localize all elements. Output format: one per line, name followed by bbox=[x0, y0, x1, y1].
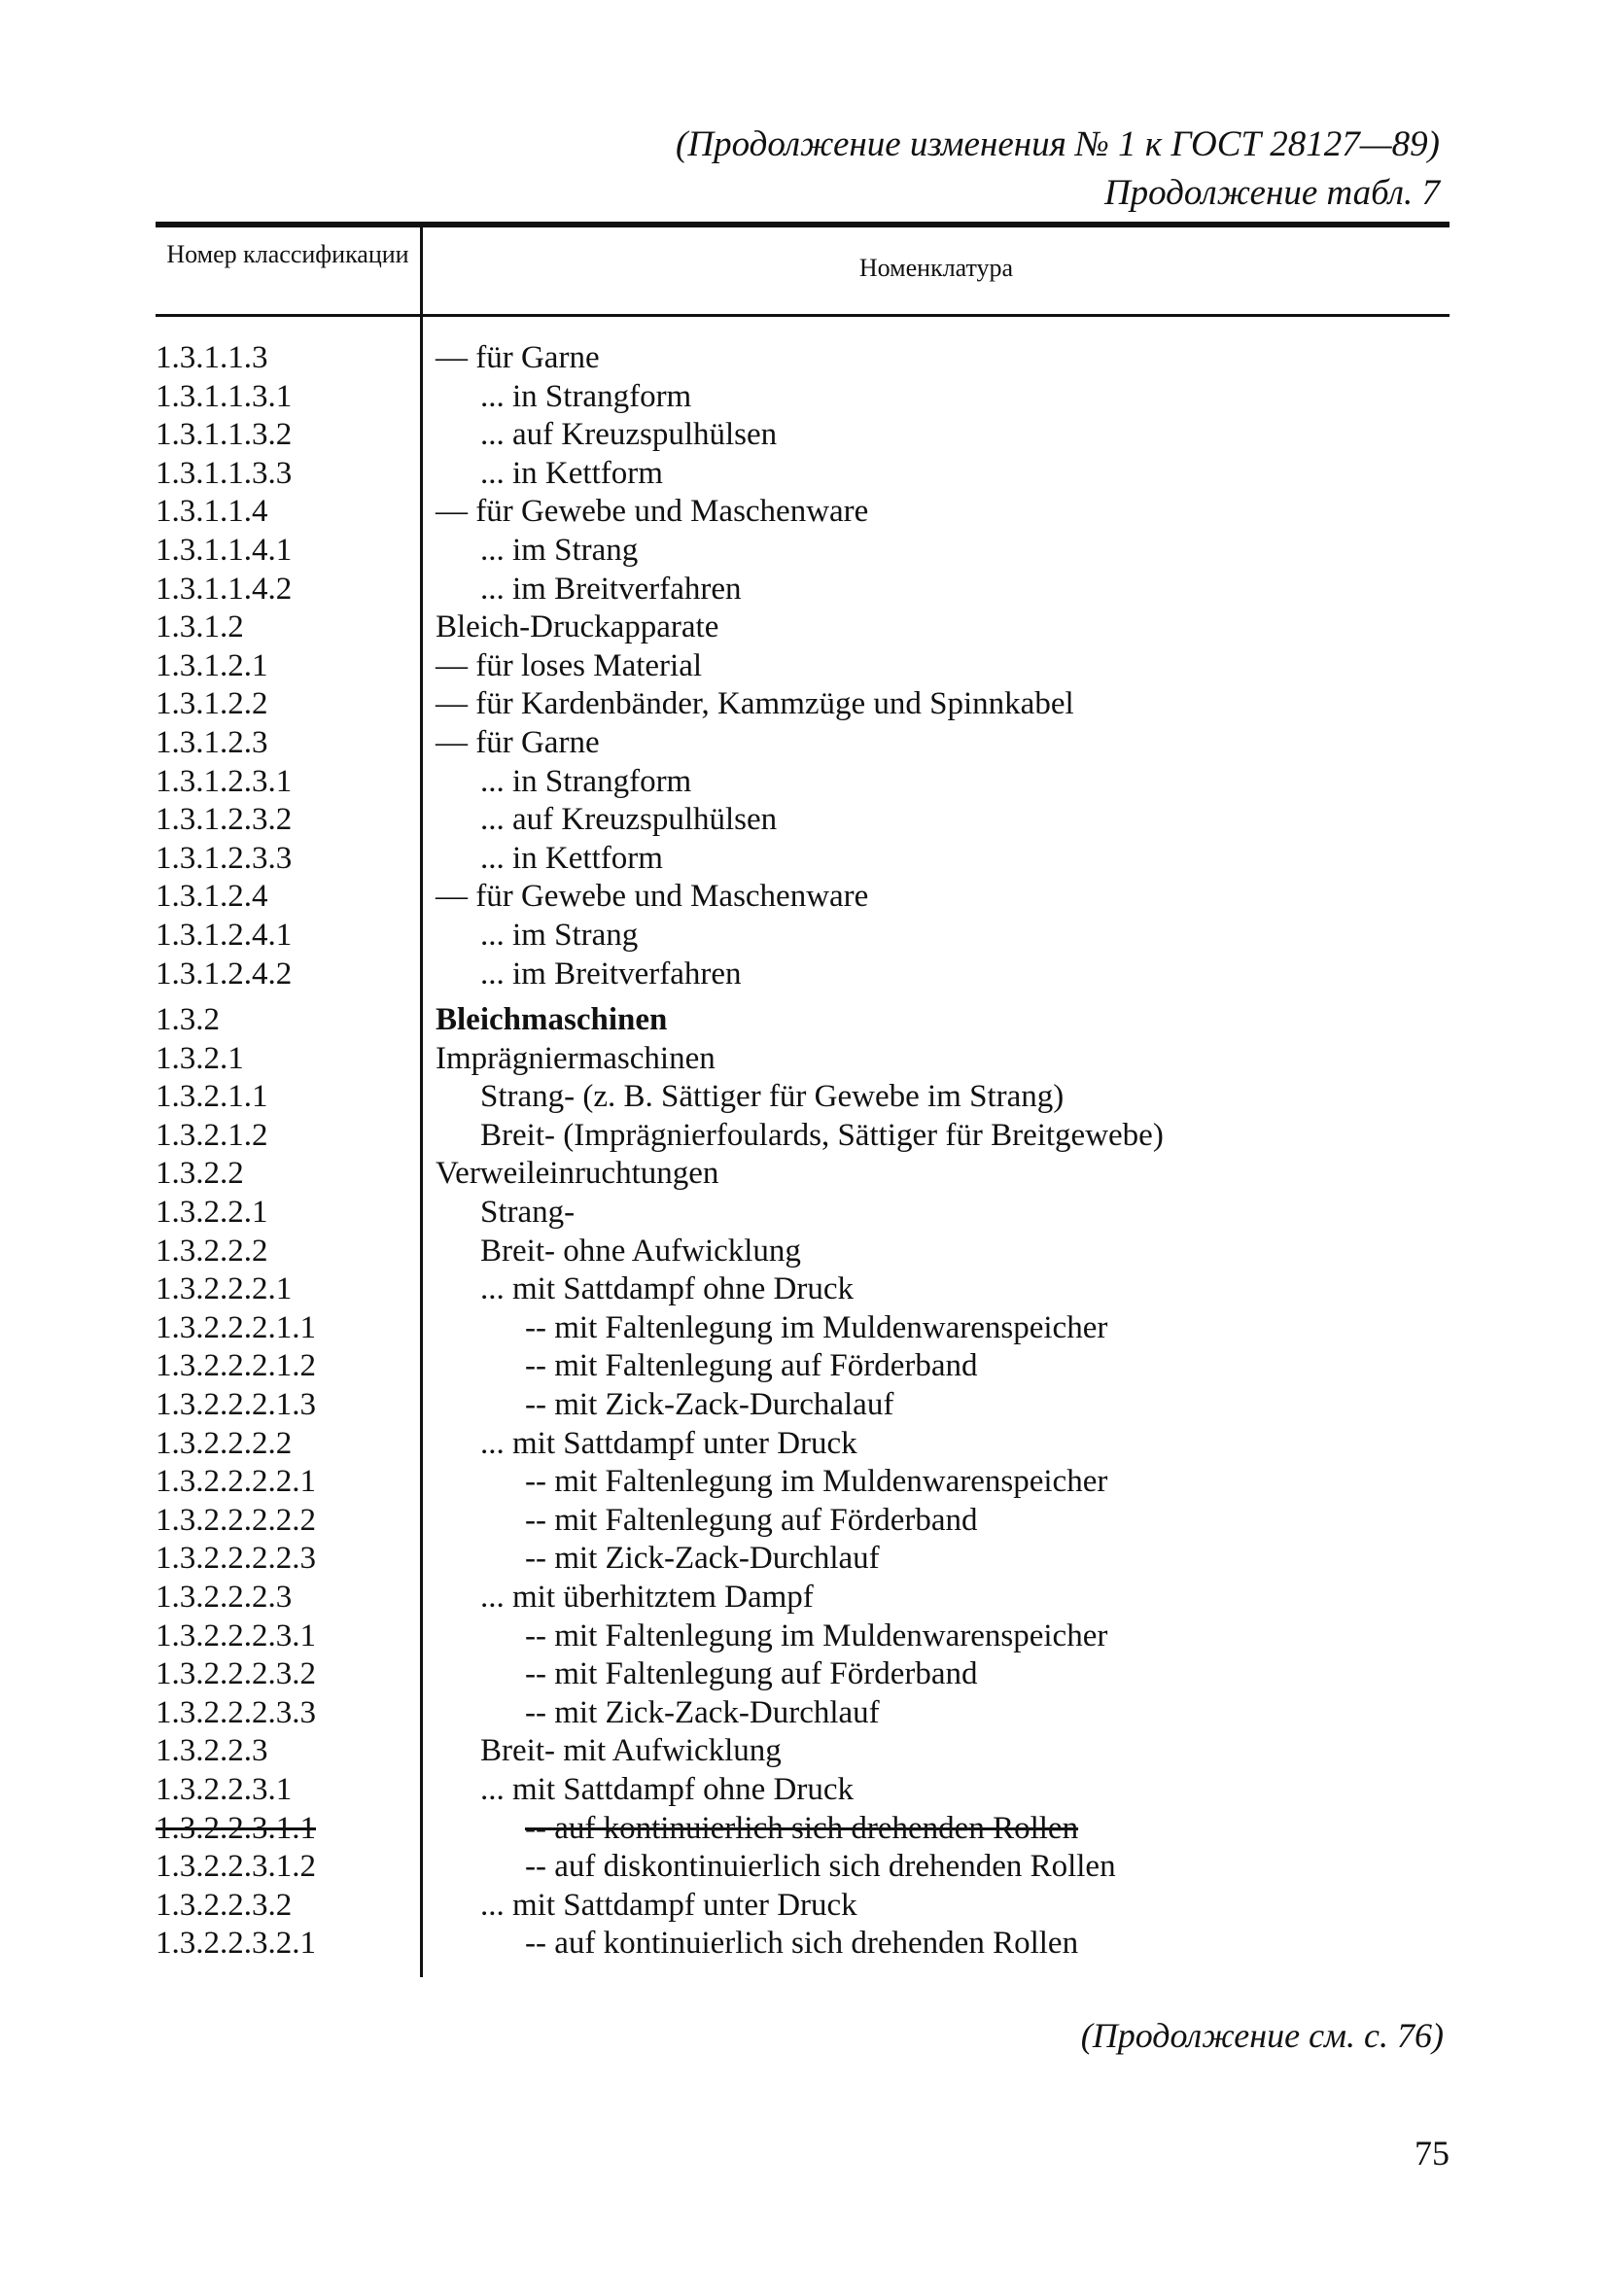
table-row bbox=[0, 1925, 1607, 1964]
classification-number bbox=[156, 685, 268, 724]
classification-number-text: 1.3.2.2.2 bbox=[156, 1233, 268, 1269]
nomenclature-text: Bleich-Druckapparate bbox=[436, 609, 719, 645]
table-row bbox=[0, 1732, 1607, 1771]
nomenclature-text: ... im Strang bbox=[480, 917, 639, 953]
classification-number bbox=[156, 571, 292, 609]
classification-number-text: 1.3.2.2.2.1.2 bbox=[156, 1348, 316, 1384]
nomenclature-text: ... im Strang bbox=[480, 532, 639, 568]
table-row bbox=[0, 878, 1607, 917]
classification-number-text: 1.3.1.1.3.2 bbox=[156, 417, 293, 453]
nomenclature-text: Imprägniermaschinen bbox=[436, 1040, 716, 1076]
nomenclature-text: -- mit Faltenlegung im Muldenwarenspeicher bbox=[525, 1464, 1108, 1500]
nomenclature-entry bbox=[436, 609, 718, 647]
nomenclature-text: -- mit Zick-Zack-Durchlauf bbox=[525, 1694, 880, 1730]
nomenclature-entry bbox=[436, 1848, 1116, 1887]
nomenclature-text: -- mit Zick-Zack-Durchlauf bbox=[525, 1541, 880, 1577]
classification-number bbox=[156, 493, 268, 532]
nomenclature-text: -- mit Faltenlegung auf Förderband bbox=[525, 1656, 978, 1692]
nomenclature-entry bbox=[436, 840, 663, 879]
classification-number-text: 1.3.2.2.2.3.1 bbox=[156, 1618, 316, 1653]
column-header-nomenclature: Номенклатура bbox=[858, 254, 1014, 282]
classification-number-text: 1.3.2.2.3 bbox=[156, 1733, 268, 1769]
classification-number bbox=[156, 1155, 244, 1194]
classification-number bbox=[156, 416, 292, 455]
classification-number bbox=[156, 1233, 268, 1271]
nomenclature-entry bbox=[436, 724, 600, 763]
classification-number bbox=[156, 1655, 316, 1694]
nomenclature-entry bbox=[436, 1425, 857, 1464]
nomenclature-entry bbox=[436, 1694, 880, 1733]
nomenclature-text: ... mit Sattdampf unter Druck bbox=[480, 1425, 857, 1461]
classification-number bbox=[156, 1887, 292, 1926]
nomenclature-text: -- mit Faltenlegung im Muldenwarenspeicher bbox=[525, 1309, 1108, 1345]
nomenclature-text: -- mit Zick-Zack-Durchalauf bbox=[525, 1387, 894, 1423]
classification-number-text: 1.3.1.2.4.2 bbox=[156, 956, 293, 991]
nomenclature-entry bbox=[436, 1386, 893, 1425]
table-row bbox=[0, 609, 1607, 647]
nomenclature-entry bbox=[436, 1463, 1107, 1502]
nomenclature-text: -- auf kontinuierlich sich drehenden Rollen bbox=[525, 1810, 1079, 1846]
nomenclature-text: -- mit Faltenlegung im Muldenwarenspeicher bbox=[525, 1618, 1108, 1653]
nomenclature-entry bbox=[436, 1540, 880, 1579]
classification-number bbox=[156, 1463, 316, 1502]
table-row bbox=[0, 1655, 1607, 1694]
classification-number-text: 1.3.2.2.2.2.3 bbox=[156, 1541, 316, 1577]
nomenclature-entry bbox=[436, 1887, 857, 1926]
table-row bbox=[0, 763, 1607, 802]
classification-number bbox=[156, 763, 292, 802]
table-row bbox=[0, 1040, 1607, 1079]
classification-number bbox=[156, 1194, 268, 1233]
classification-number-text: 1.3.1.1.4.2 bbox=[156, 571, 293, 607]
nomenclature-entry bbox=[436, 956, 741, 994]
nomenclature-text: ... mit Sattdampf ohne Druck bbox=[480, 1771, 855, 1807]
nomenclature-entry bbox=[436, 1579, 814, 1618]
classification-number bbox=[156, 917, 292, 956]
nomenclature-entry bbox=[436, 1270, 854, 1309]
classification-number bbox=[156, 840, 292, 879]
classification-number-text: 1.3.1.2.4 bbox=[156, 879, 268, 915]
nomenclature-text: ... mit Sattdampf unter Druck bbox=[480, 1887, 857, 1923]
classification-number bbox=[156, 1732, 268, 1771]
classification-number bbox=[156, 878, 268, 917]
nomenclature-text: ... in Strangform bbox=[480, 763, 692, 799]
classification-number-text: 1.3.1.1.4.1 bbox=[156, 532, 293, 568]
classification-number bbox=[156, 1848, 316, 1887]
classification-number bbox=[156, 1078, 268, 1117]
nomenclature-entry bbox=[436, 1078, 1064, 1117]
continuation-note: (Продолжение см. с. 76) bbox=[1080, 2016, 1444, 2055]
classification-number-text: 1.3.2.2.1 bbox=[156, 1195, 268, 1231]
header-continuation-line: (Продолжение изменения № 1 к ГОСТ 28127—89) bbox=[676, 124, 1440, 164]
classification-number-text: 1.3.2.1.2 bbox=[156, 1117, 268, 1153]
nomenclature-text: Strang- (z. B. Sättiger für Gewebe im Strang) bbox=[480, 1079, 1065, 1115]
classification-number-text: 1.3.1.2.3.1 bbox=[156, 763, 293, 799]
classification-number-text: 1.3.2.2.2.1.3 bbox=[156, 1387, 316, 1423]
classification-number bbox=[156, 724, 268, 763]
table-row bbox=[0, 1848, 1607, 1887]
classification-number bbox=[156, 609, 244, 647]
table-row bbox=[0, 571, 1607, 609]
nomenclature-text: Breit- (Imprägnierfoulards, Sättiger für Breitgewebe) bbox=[480, 1117, 1164, 1153]
table-continuation-label: Продолжение табл. 7 bbox=[1103, 173, 1440, 213]
nomenclature-entry bbox=[436, 1925, 1078, 1964]
table-row bbox=[0, 685, 1607, 724]
classification-number-text: 1.3.2.2.3.1.2 bbox=[156, 1849, 316, 1885]
classification-number bbox=[156, 1117, 268, 1156]
nomenclature-entry bbox=[436, 917, 638, 956]
classification-number-text: 1.3.1.2.4.1 bbox=[156, 917, 293, 953]
nomenclature-entry bbox=[436, 1771, 854, 1810]
table-row bbox=[0, 1694, 1607, 1733]
classification-number-text: 1.3.1.2.2 bbox=[156, 686, 268, 722]
table-row bbox=[0, 801, 1607, 840]
classification-number-text: 1.3.1.1.3.1 bbox=[156, 378, 293, 414]
classification-number bbox=[156, 647, 268, 686]
table-row bbox=[0, 1309, 1607, 1348]
classification-number bbox=[156, 455, 292, 494]
table-row bbox=[0, 1463, 1607, 1502]
nomenclature-entry bbox=[436, 1040, 716, 1079]
table-row bbox=[0, 840, 1607, 879]
classification-number-text: 1.3.1.2 bbox=[156, 609, 244, 645]
classification-number-text: 1.3.1.2.3 bbox=[156, 724, 268, 760]
nomenclature-entry bbox=[436, 1309, 1107, 1348]
nomenclature-entry bbox=[436, 378, 691, 417]
table-top-rule bbox=[156, 222, 1450, 227]
classification-number bbox=[156, 1771, 292, 1810]
table-header-rule bbox=[156, 314, 1450, 317]
classification-number-text: 1.3.2.2.2.2.1 bbox=[156, 1464, 316, 1500]
nomenclature-text: Breit- mit Aufwicklung bbox=[480, 1733, 782, 1769]
nomenclature-entry bbox=[436, 1155, 718, 1194]
nomenclature-text: — für loses Material bbox=[436, 647, 703, 683]
table-row bbox=[0, 1270, 1607, 1309]
nomenclature-text: ... in Kettform bbox=[480, 455, 663, 491]
table-row bbox=[0, 1117, 1607, 1156]
nomenclature-text: ... im Breitverfahren bbox=[480, 571, 742, 607]
nomenclature-entry bbox=[436, 1194, 575, 1233]
table-row bbox=[0, 1618, 1607, 1656]
classification-number bbox=[156, 801, 292, 840]
table-row bbox=[0, 1155, 1607, 1194]
nomenclature-text: ... in Kettform bbox=[480, 840, 663, 876]
nomenclature-text: Bleichmaschinen bbox=[436, 1002, 668, 1038]
nomenclature-entry bbox=[436, 1502, 978, 1541]
table-row bbox=[0, 917, 1607, 956]
nomenclature-entry bbox=[436, 1347, 978, 1386]
classification-number bbox=[156, 378, 292, 417]
table-row bbox=[0, 1579, 1607, 1618]
table-row bbox=[0, 339, 1607, 378]
table-row bbox=[0, 1078, 1607, 1117]
nomenclature-text: Breit- ohne Aufwicklung bbox=[480, 1233, 801, 1269]
classification-number bbox=[156, 1040, 244, 1079]
nomenclature-entry bbox=[436, 763, 691, 802]
nomenclature-text: — für Gewebe und Maschenware bbox=[436, 494, 869, 530]
nomenclature-entry bbox=[436, 647, 702, 686]
classification-number bbox=[156, 1001, 220, 1040]
nomenclature-text: -- auf kontinuierlich sich drehenden Rollen bbox=[525, 1926, 1079, 1962]
table-row bbox=[0, 1347, 1607, 1386]
nomenclature-text: ... im Breitverfahren bbox=[480, 956, 742, 991]
nomenclature-text: — für Garne bbox=[436, 340, 600, 375]
nomenclature-entry bbox=[436, 571, 741, 609]
classification-number bbox=[156, 532, 292, 571]
nomenclature-text: ... in Strangform bbox=[480, 378, 692, 414]
classification-number-text: 1.3.2.2.3.2.1 bbox=[156, 1926, 316, 1962]
classification-number-text: 1.3.2.2.3.1 bbox=[156, 1771, 293, 1807]
nomenclature-entry bbox=[436, 1233, 801, 1271]
nomenclature-entry bbox=[436, 1001, 667, 1040]
classification-number-text: 1.3.2.2.2.2.2 bbox=[156, 1502, 316, 1538]
classification-number bbox=[156, 1540, 316, 1579]
nomenclature-text: ... auf Kreuzspulhülsen bbox=[480, 802, 778, 838]
nomenclature-text: ... auf Kreuzspulhülsen bbox=[480, 417, 778, 453]
classification-number-text: 1.3.1.1.4 bbox=[156, 494, 268, 530]
table-row bbox=[0, 1502, 1607, 1541]
nomenclature-entry bbox=[436, 532, 638, 571]
nomenclature-entry bbox=[436, 1117, 1164, 1156]
table-row bbox=[0, 1771, 1607, 1810]
classification-number-text: 1.3.2.2 bbox=[156, 1156, 244, 1192]
classification-number-text: 1.3.1.1.3.3 bbox=[156, 455, 293, 491]
classification-number-text: 1.3.2.2.3.1.1 bbox=[156, 1810, 316, 1846]
table-body bbox=[0, 339, 1607, 1964]
nomenclature-text: -- auf diskontinuierlich sich drehenden Rollen bbox=[525, 1849, 1116, 1885]
classification-number-text: 1.3.2.2.2.2 bbox=[156, 1425, 293, 1461]
column-header-number: Номер классификации bbox=[166, 240, 409, 268]
classification-number-text: 1.3.2.1 bbox=[156, 1040, 244, 1076]
classification-number bbox=[156, 1270, 292, 1309]
nomenclature-text: -- mit Faltenlegung auf Förderband bbox=[525, 1502, 978, 1538]
classification-number-text: 1.3.2 bbox=[156, 1002, 220, 1038]
classification-number bbox=[156, 339, 268, 378]
table-row bbox=[0, 1810, 1607, 1849]
table-row bbox=[0, 956, 1607, 994]
classification-number-text: 1.3.2.2.2.1.1 bbox=[156, 1309, 316, 1345]
classification-number-text: 1.3.2.2.2.3.2 bbox=[156, 1656, 316, 1692]
table-row bbox=[0, 1425, 1607, 1464]
nomenclature-entry bbox=[436, 339, 600, 378]
classification-number bbox=[156, 1925, 316, 1964]
nomenclature-text: Strang- bbox=[480, 1195, 576, 1231]
table-row bbox=[0, 1386, 1607, 1425]
nomenclature-entry bbox=[436, 685, 1074, 724]
classification-number-text: 1.3.1.1.3 bbox=[156, 340, 268, 375]
classification-number bbox=[156, 1347, 316, 1386]
nomenclature-text: — für Gewebe und Maschenware bbox=[436, 879, 869, 915]
classification-number bbox=[156, 1618, 316, 1656]
nomenclature-text: — für Kardenbänder, Kammzüge und Spinnkabel bbox=[436, 686, 1074, 722]
table-row bbox=[0, 378, 1607, 417]
classification-number-text: 1.3.2.2.3.2 bbox=[156, 1887, 293, 1923]
nomenclature-entry bbox=[436, 493, 868, 532]
nomenclature-entry bbox=[436, 878, 868, 917]
classification-number-text: 1.3.2.2.2.3 bbox=[156, 1580, 293, 1615]
classification-number-text: 1.3.2.2.2.3.3 bbox=[156, 1694, 316, 1730]
page-number: 75 bbox=[1415, 2134, 1450, 2173]
nomenclature-entry bbox=[436, 1618, 1107, 1656]
table-row bbox=[0, 1887, 1607, 1926]
classification-number-text: 1.3.1.2.1 bbox=[156, 647, 268, 683]
nomenclature-entry bbox=[436, 1732, 782, 1771]
nomenclature-text: — für Garne bbox=[436, 724, 600, 760]
nomenclature-entry bbox=[436, 455, 663, 494]
classification-number bbox=[156, 1694, 316, 1733]
classification-number bbox=[156, 1386, 316, 1425]
table-row bbox=[0, 416, 1607, 455]
classification-number-text: 1.3.1.2.3.3 bbox=[156, 840, 293, 876]
table-row bbox=[0, 1540, 1607, 1579]
table-row bbox=[0, 455, 1607, 494]
nomenclature-entry bbox=[436, 801, 777, 840]
table-row bbox=[0, 1233, 1607, 1271]
table-row bbox=[0, 647, 1607, 686]
table-row bbox=[0, 1001, 1607, 1040]
classification-number bbox=[156, 956, 292, 994]
classification-number bbox=[156, 1309, 316, 1348]
nomenclature-text: -- mit Faltenlegung auf Förderband bbox=[525, 1348, 978, 1384]
table-row bbox=[0, 532, 1607, 571]
table-row bbox=[0, 724, 1607, 763]
classification-number bbox=[156, 1425, 292, 1464]
nomenclature-entry bbox=[436, 1655, 978, 1694]
nomenclature-text: ... mit überhitztem Dampf bbox=[480, 1580, 814, 1615]
table-row bbox=[0, 1194, 1607, 1233]
nomenclature-text: ... mit Sattdampf ohne Druck bbox=[480, 1271, 855, 1307]
table-row bbox=[0, 493, 1607, 532]
classification-number bbox=[156, 1579, 292, 1618]
nomenclature-entry bbox=[436, 1810, 1078, 1849]
classification-number-text: 1.3.2.2.2.1 bbox=[156, 1271, 293, 1307]
classification-number bbox=[156, 1810, 316, 1849]
nomenclature-text: Verweileinruchtungen bbox=[436, 1156, 719, 1192]
nomenclature-entry bbox=[436, 416, 777, 455]
classification-number bbox=[156, 1502, 316, 1541]
classification-number-text: 1.3.1.2.3.2 bbox=[156, 802, 293, 838]
classification-number-text: 1.3.2.1.1 bbox=[156, 1079, 268, 1115]
